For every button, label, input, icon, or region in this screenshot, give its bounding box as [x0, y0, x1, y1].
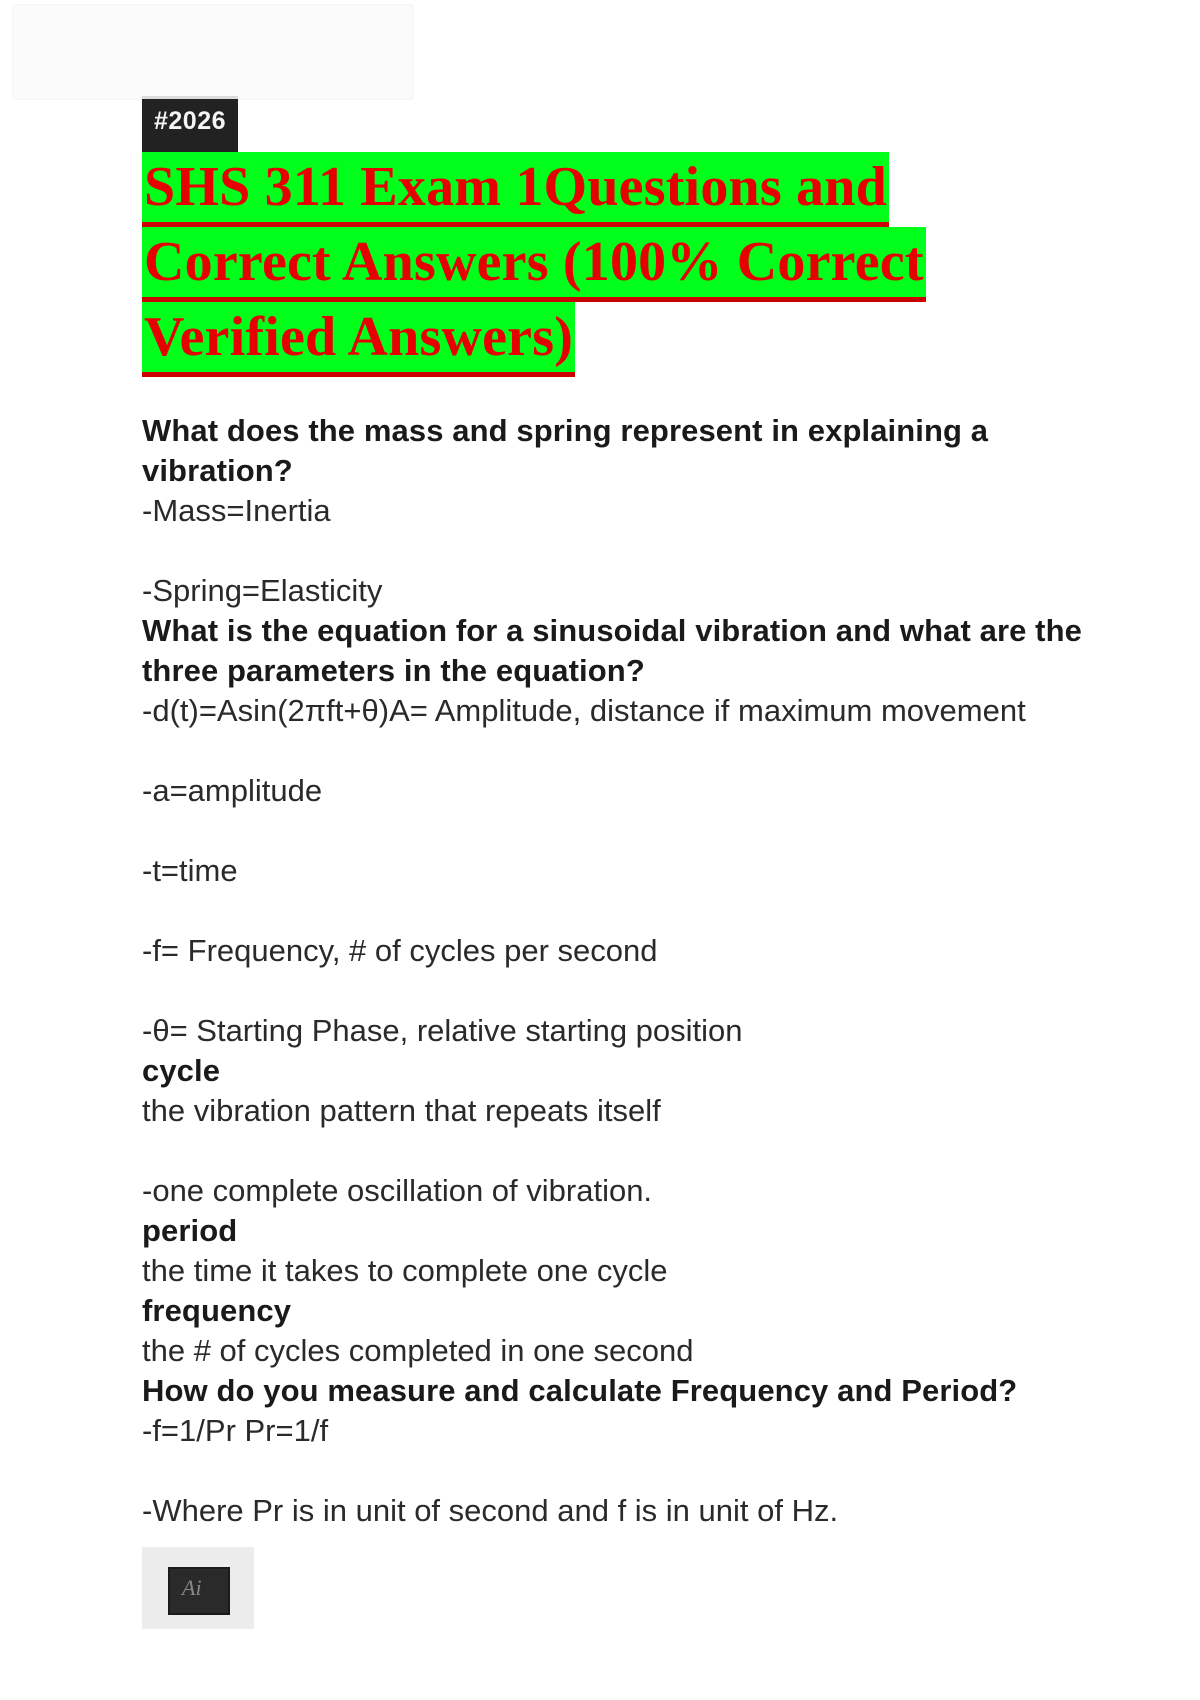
document-content [142, 96, 1082, 1531]
answer-line: -t=time [142, 853, 238, 888]
title-line: Verified Answers) [142, 302, 575, 377]
answer-line: -f=1/Pr Pr=1/f [142, 1413, 329, 1448]
title-line: Correct Answers (100% Correct [142, 227, 926, 302]
document-title [142, 152, 1082, 377]
answer-gap [142, 731, 1082, 771]
answer-line: the # of cycles completed in one second [142, 1333, 694, 1368]
answer-line: -θ= Starting Phase, relative starting position [142, 1013, 743, 1048]
thumbnail-glyph: Ai [182, 1575, 202, 1600]
question-text: What is the equation for a sinusoidal vibration and what are the three parameters in the equation? [142, 613, 1082, 688]
answer-line: -d(t)=Asin(2πft+θ)A= Amplitude, distance if maximum movement [142, 693, 1026, 728]
answer-line: -Spring=Elasticity [142, 573, 383, 608]
answer-gap [142, 891, 1082, 931]
thumbnail-image [142, 1547, 254, 1629]
document-thumbnail-icon [168, 1567, 230, 1615]
document-tag: #2026 [142, 96, 238, 152]
question-text: What does the mass and spring represent in explaining a vibration? [142, 413, 989, 488]
answer-gap [142, 971, 1082, 1011]
qa-list [142, 411, 1082, 1531]
answer-line: -Where Pr is in unit of second and f is in unit of Hz. [142, 1493, 839, 1528]
answer-line: the time it takes to complete one cycle [142, 1253, 668, 1288]
answer-gap [142, 531, 1082, 571]
term-heading: period [142, 1213, 238, 1248]
answer-line: -one complete oscillation of vibration. [142, 1173, 653, 1208]
answer-line: -Mass=Inertia [142, 493, 331, 528]
answer-line: -a=amplitude [142, 773, 323, 808]
answer-gap [142, 811, 1082, 851]
term-heading: frequency [142, 1293, 292, 1328]
title-line: SHS 311 Exam 1Questions and [142, 152, 889, 227]
term-heading: cycle [142, 1053, 221, 1088]
answer-gap [142, 1131, 1082, 1171]
question-text: How do you measure and calculate Frequency and Period? [142, 1373, 1018, 1408]
answer-line: the vibration pattern that repeats itself [142, 1093, 661, 1128]
header-placeholder [12, 4, 414, 100]
answer-line: -f= Frequency, # of cycles per second [142, 933, 658, 968]
answer-gap [142, 1451, 1082, 1491]
